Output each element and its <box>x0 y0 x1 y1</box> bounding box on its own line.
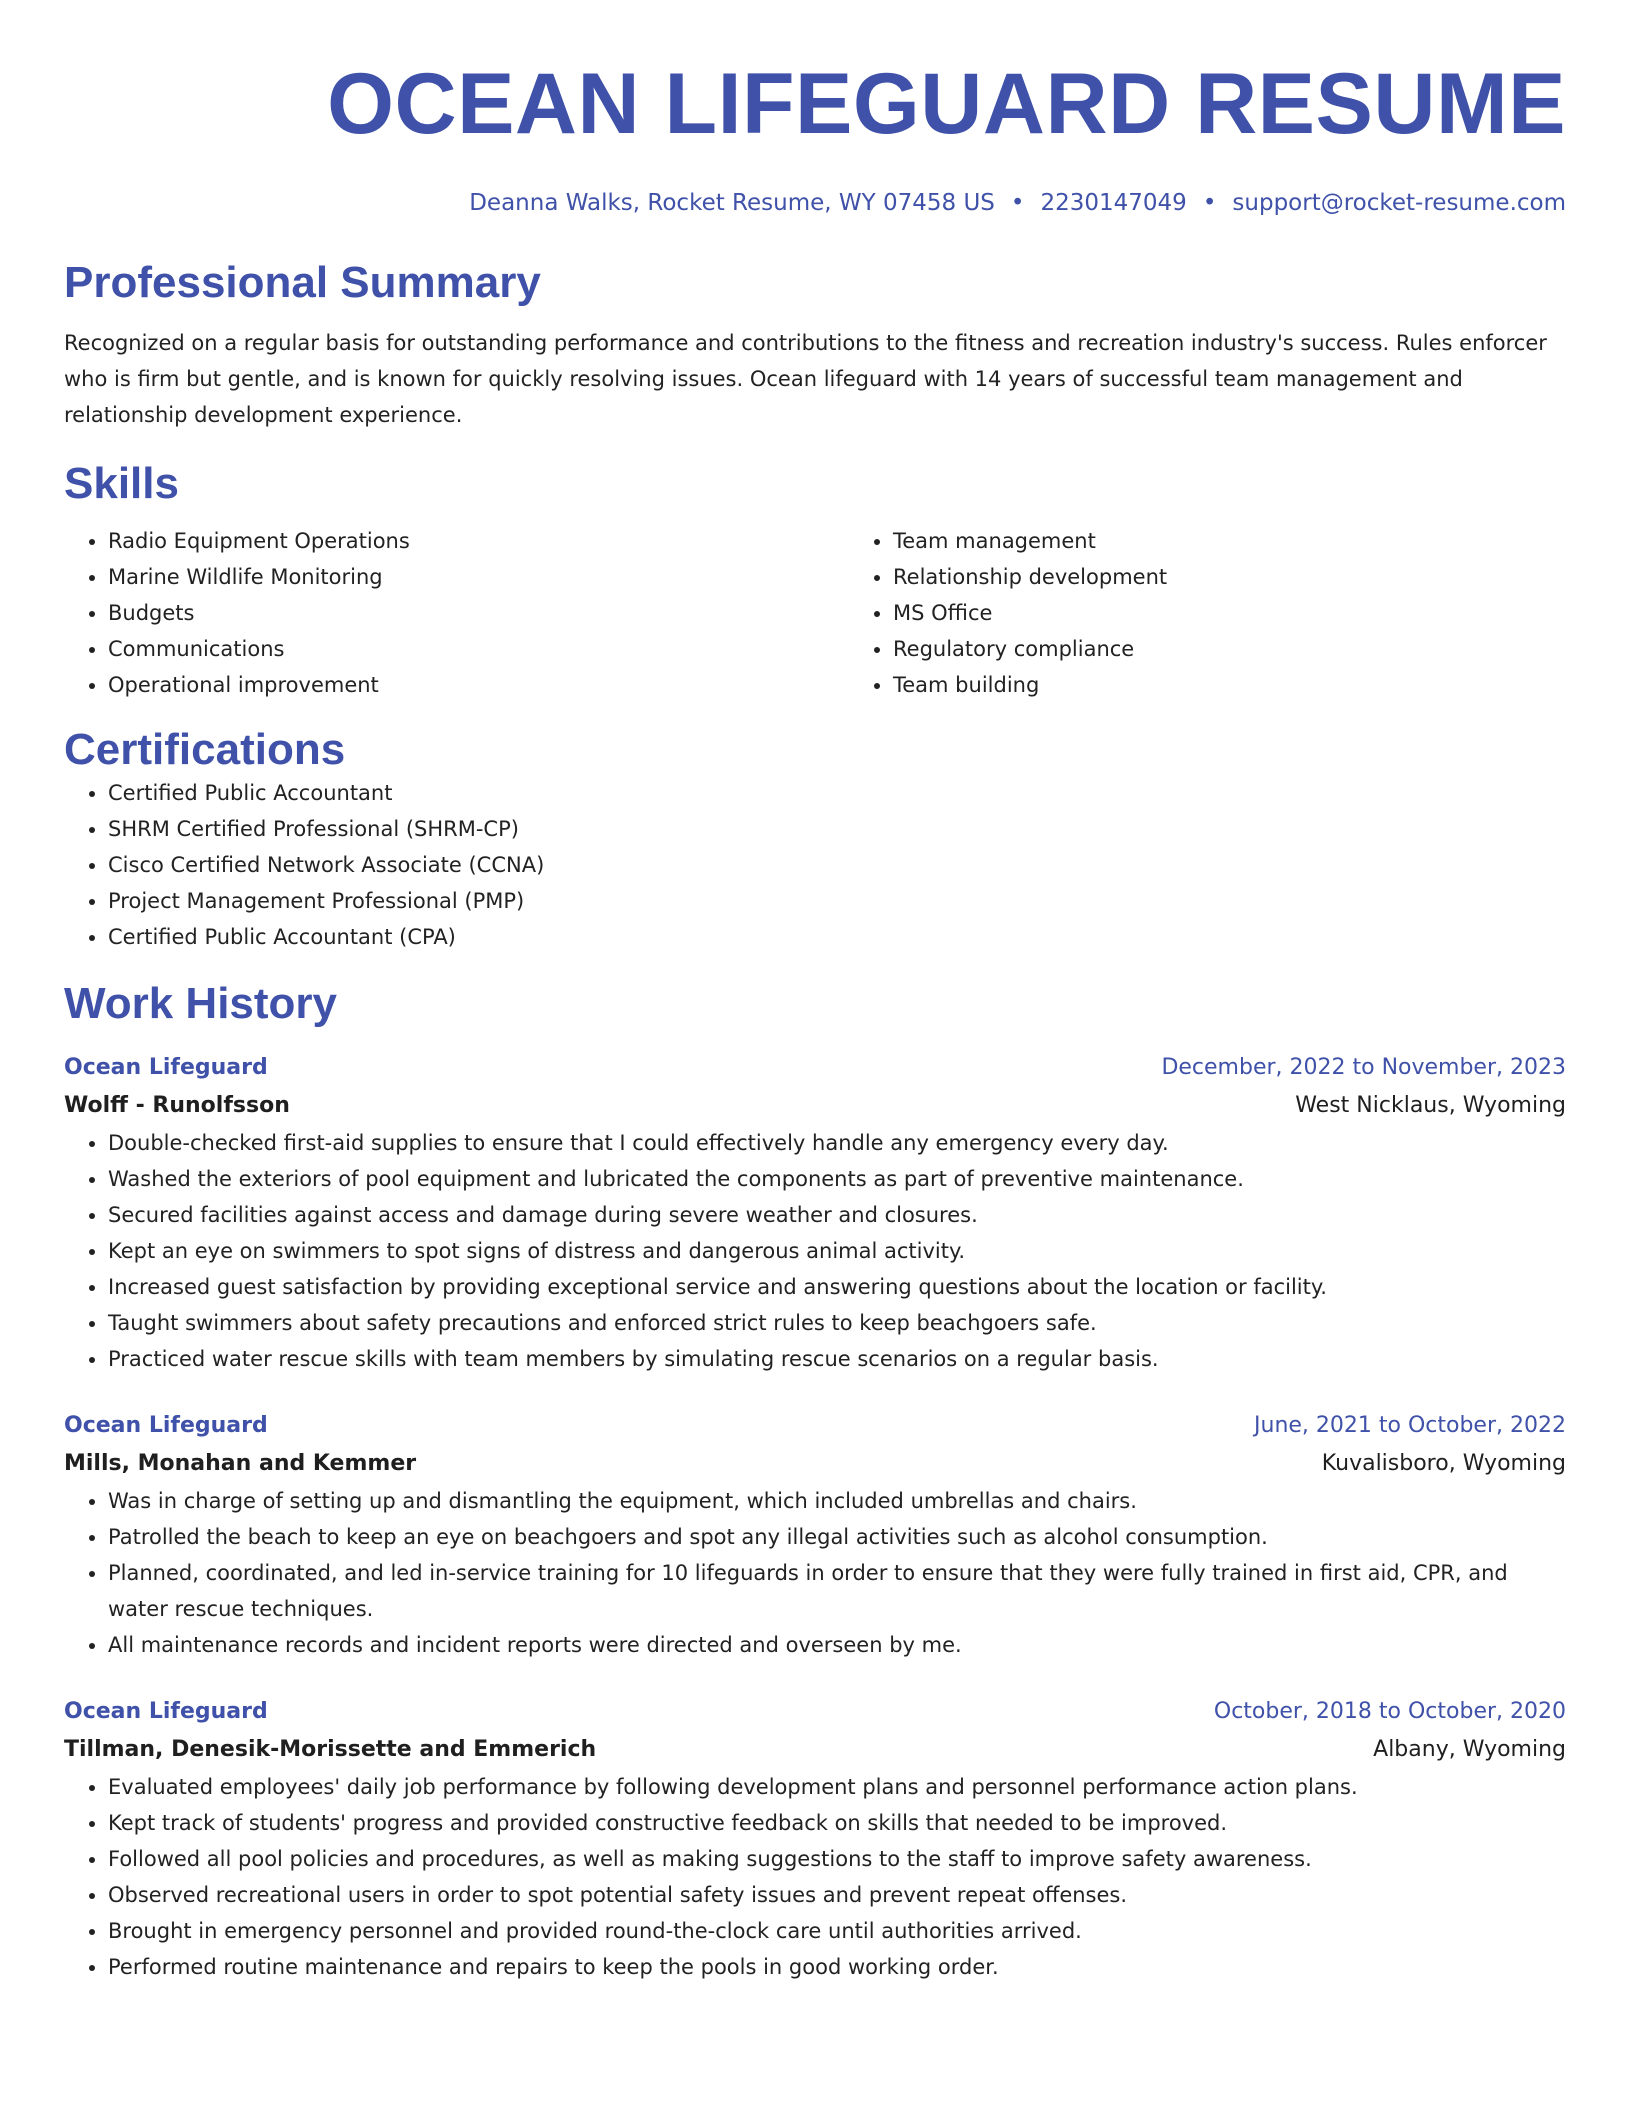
contact-line <box>64 188 1566 218</box>
job-bullet: • Planned, coordinated, and led in-service training for 10 lifeguards in order to ensure that they were fully trained in first aid, CPR, and water rescue techniques. <box>108 1555 1566 1627</box>
contact-phone: 2230147049 <box>1040 190 1187 216</box>
skill-item: • Operational improvement <box>108 667 849 703</box>
resume-page <box>64 0 1566 1985</box>
job-header-row <box>64 1049 1566 1087</box>
certifications-heading: Certifications <box>64 725 346 774</box>
job-bullet: • Washed the exteriors of pool equipment and lubricated the components as part of preventive maintenance. <box>108 1161 1566 1197</box>
job-title: Ocean Lifeguard <box>64 1055 268 1080</box>
job-bullet: • Kept track of students' progress and provided constructive feedback on skills that needed to be improved. <box>108 1805 1566 1841</box>
summary-text: Recognized on a regular basis for outstanding performance and contributions to the fitness and recreation industry's success. Rules enforcer who is firm but gentle, and is known for quickly resolving issues. Ocean lifeguard with 14 years of successful team management and relationship development experience. <box>64 331 1547 427</box>
job-bullet: • Secured facilities against access and damage during severe weather and closures. <box>108 1197 1566 1233</box>
job-location: Kuvalisboro, Wyoming <box>1321 1451 1566 1476</box>
job-title: Ocean Lifeguard <box>64 1413 268 1438</box>
work-history-heading: Work History <box>64 979 338 1028</box>
skill-item: • Radio Equipment Operations <box>108 523 849 559</box>
job-bullet: • Observed recreational users in order to spot potential safety issues and prevent repeat offenses. <box>108 1877 1566 1913</box>
job-bullet: • Patrolled the beach to keep an eye on beachgoers and spot any illegal activities such as alcohol consumption. <box>108 1519 1566 1555</box>
job-header-row <box>64 1693 1566 1731</box>
job-bullet-list <box>64 1769 1566 1985</box>
skills-heading: Skills <box>64 459 179 508</box>
certification-item: • Cisco Certified Network Associate (CCNA) <box>108 847 1566 883</box>
job-bullet: • Increased guest satisfaction by providing exceptional service and answering questions about the location or facility. <box>108 1269 1566 1305</box>
job-location: Albany, Wyoming <box>1373 1737 1566 1762</box>
contact-separator: • <box>1202 190 1217 216</box>
job-bullet: • Taught swimmers about safety precautions and enforced strict rules to keep beachgoers safe. <box>108 1305 1566 1341</box>
job-location: West Nicklaus, Wyoming <box>1295 1093 1566 1118</box>
job-bullet-list <box>64 1125 1566 1377</box>
job-bullet: • Performed routine maintenance and repairs to keep the pools in good working order. <box>108 1949 1566 1985</box>
skill-item: • Team management <box>893 523 1632 559</box>
skills-columns <box>64 523 1566 703</box>
certification-item: • Certified Public Accountant <box>108 775 1566 811</box>
job-company: Mills, Monahan and Kemmer <box>64 1451 417 1476</box>
job-bullet: • Double-checked first-aid supplies to ensure that I could effectively handle any emergency every day. <box>108 1125 1566 1161</box>
skill-item: • Budgets <box>108 595 849 631</box>
skill-item: • Marine Wildlife Monitoring <box>108 559 849 595</box>
job-dates: June, 2021 to October, 2022 <box>1254 1413 1566 1438</box>
job-company: Wolff - Runolfsson <box>64 1093 290 1118</box>
job-company-row <box>64 1731 1566 1769</box>
job-entry <box>64 1049 1566 1377</box>
skill-item: • Regulatory compliance <box>893 631 1632 667</box>
certification-item: • Certified Public Accountant (CPA) <box>108 919 1566 955</box>
skill-item: • Communications <box>108 631 849 667</box>
job-dates: December, 2022 to November, 2023 <box>1161 1055 1566 1080</box>
job-bullet: • Brought in emergency personnel and provided round-the-clock care until authorities arrived. <box>108 1913 1566 1949</box>
skills-right-list <box>849 523 1632 703</box>
certifications-list <box>64 775 1566 955</box>
job-company-row <box>64 1087 1566 1125</box>
certification-item: • Project Management Professional (PMP) <box>108 883 1566 919</box>
job-bullet: • Practiced water rescue skills with team members by simulating rescue scenarios on a regular basis. <box>108 1341 1566 1377</box>
contact-address: Deanna Walks, Rocket Resume, WY 07458 US <box>469 190 995 216</box>
job-entry <box>64 1693 1566 1985</box>
job-entry <box>64 1407 1566 1663</box>
skill-item: • MS Office <box>893 595 1632 631</box>
skills-left-list <box>64 523 849 703</box>
contact-email: support@rocket-resume.com <box>1232 190 1566 216</box>
job-bullet: • Followed all pool policies and procedures, as well as making suggestions to the staff to improve safety awareness. <box>108 1841 1566 1877</box>
job-title: Ocean Lifeguard <box>64 1699 268 1724</box>
job-bullet: • Kept an eye on swimmers to spot signs of distress and dangerous animal activity. <box>108 1233 1566 1269</box>
job-dates: October, 2018 to October, 2020 <box>1213 1699 1566 1724</box>
job-header-row <box>64 1407 1566 1445</box>
job-company-row <box>64 1445 1566 1483</box>
resume-title: OCEAN LIFEGUARD RESUME <box>327 56 1566 152</box>
skill-item: • Relationship development <box>893 559 1632 595</box>
job-bullet: • All maintenance records and incident reports were directed and overseen by me. <box>108 1627 1566 1663</box>
skill-item: • Team building <box>893 667 1632 703</box>
contact-separator: • <box>1010 190 1025 216</box>
summary-heading: Professional Summary <box>64 258 541 307</box>
certification-item: • SHRM Certified Professional (SHRM-CP) <box>108 811 1566 847</box>
job-company: Tillman, Denesik-Morissette and Emmerich <box>64 1737 597 1762</box>
job-bullet: • Was in charge of setting up and dismantling the equipment, which included umbrellas and chairs. <box>108 1483 1566 1519</box>
job-bullet: • Evaluated employees' daily job performance by following development plans and personnel performance action plans. <box>108 1769 1566 1805</box>
job-bullet-list <box>64 1483 1566 1663</box>
